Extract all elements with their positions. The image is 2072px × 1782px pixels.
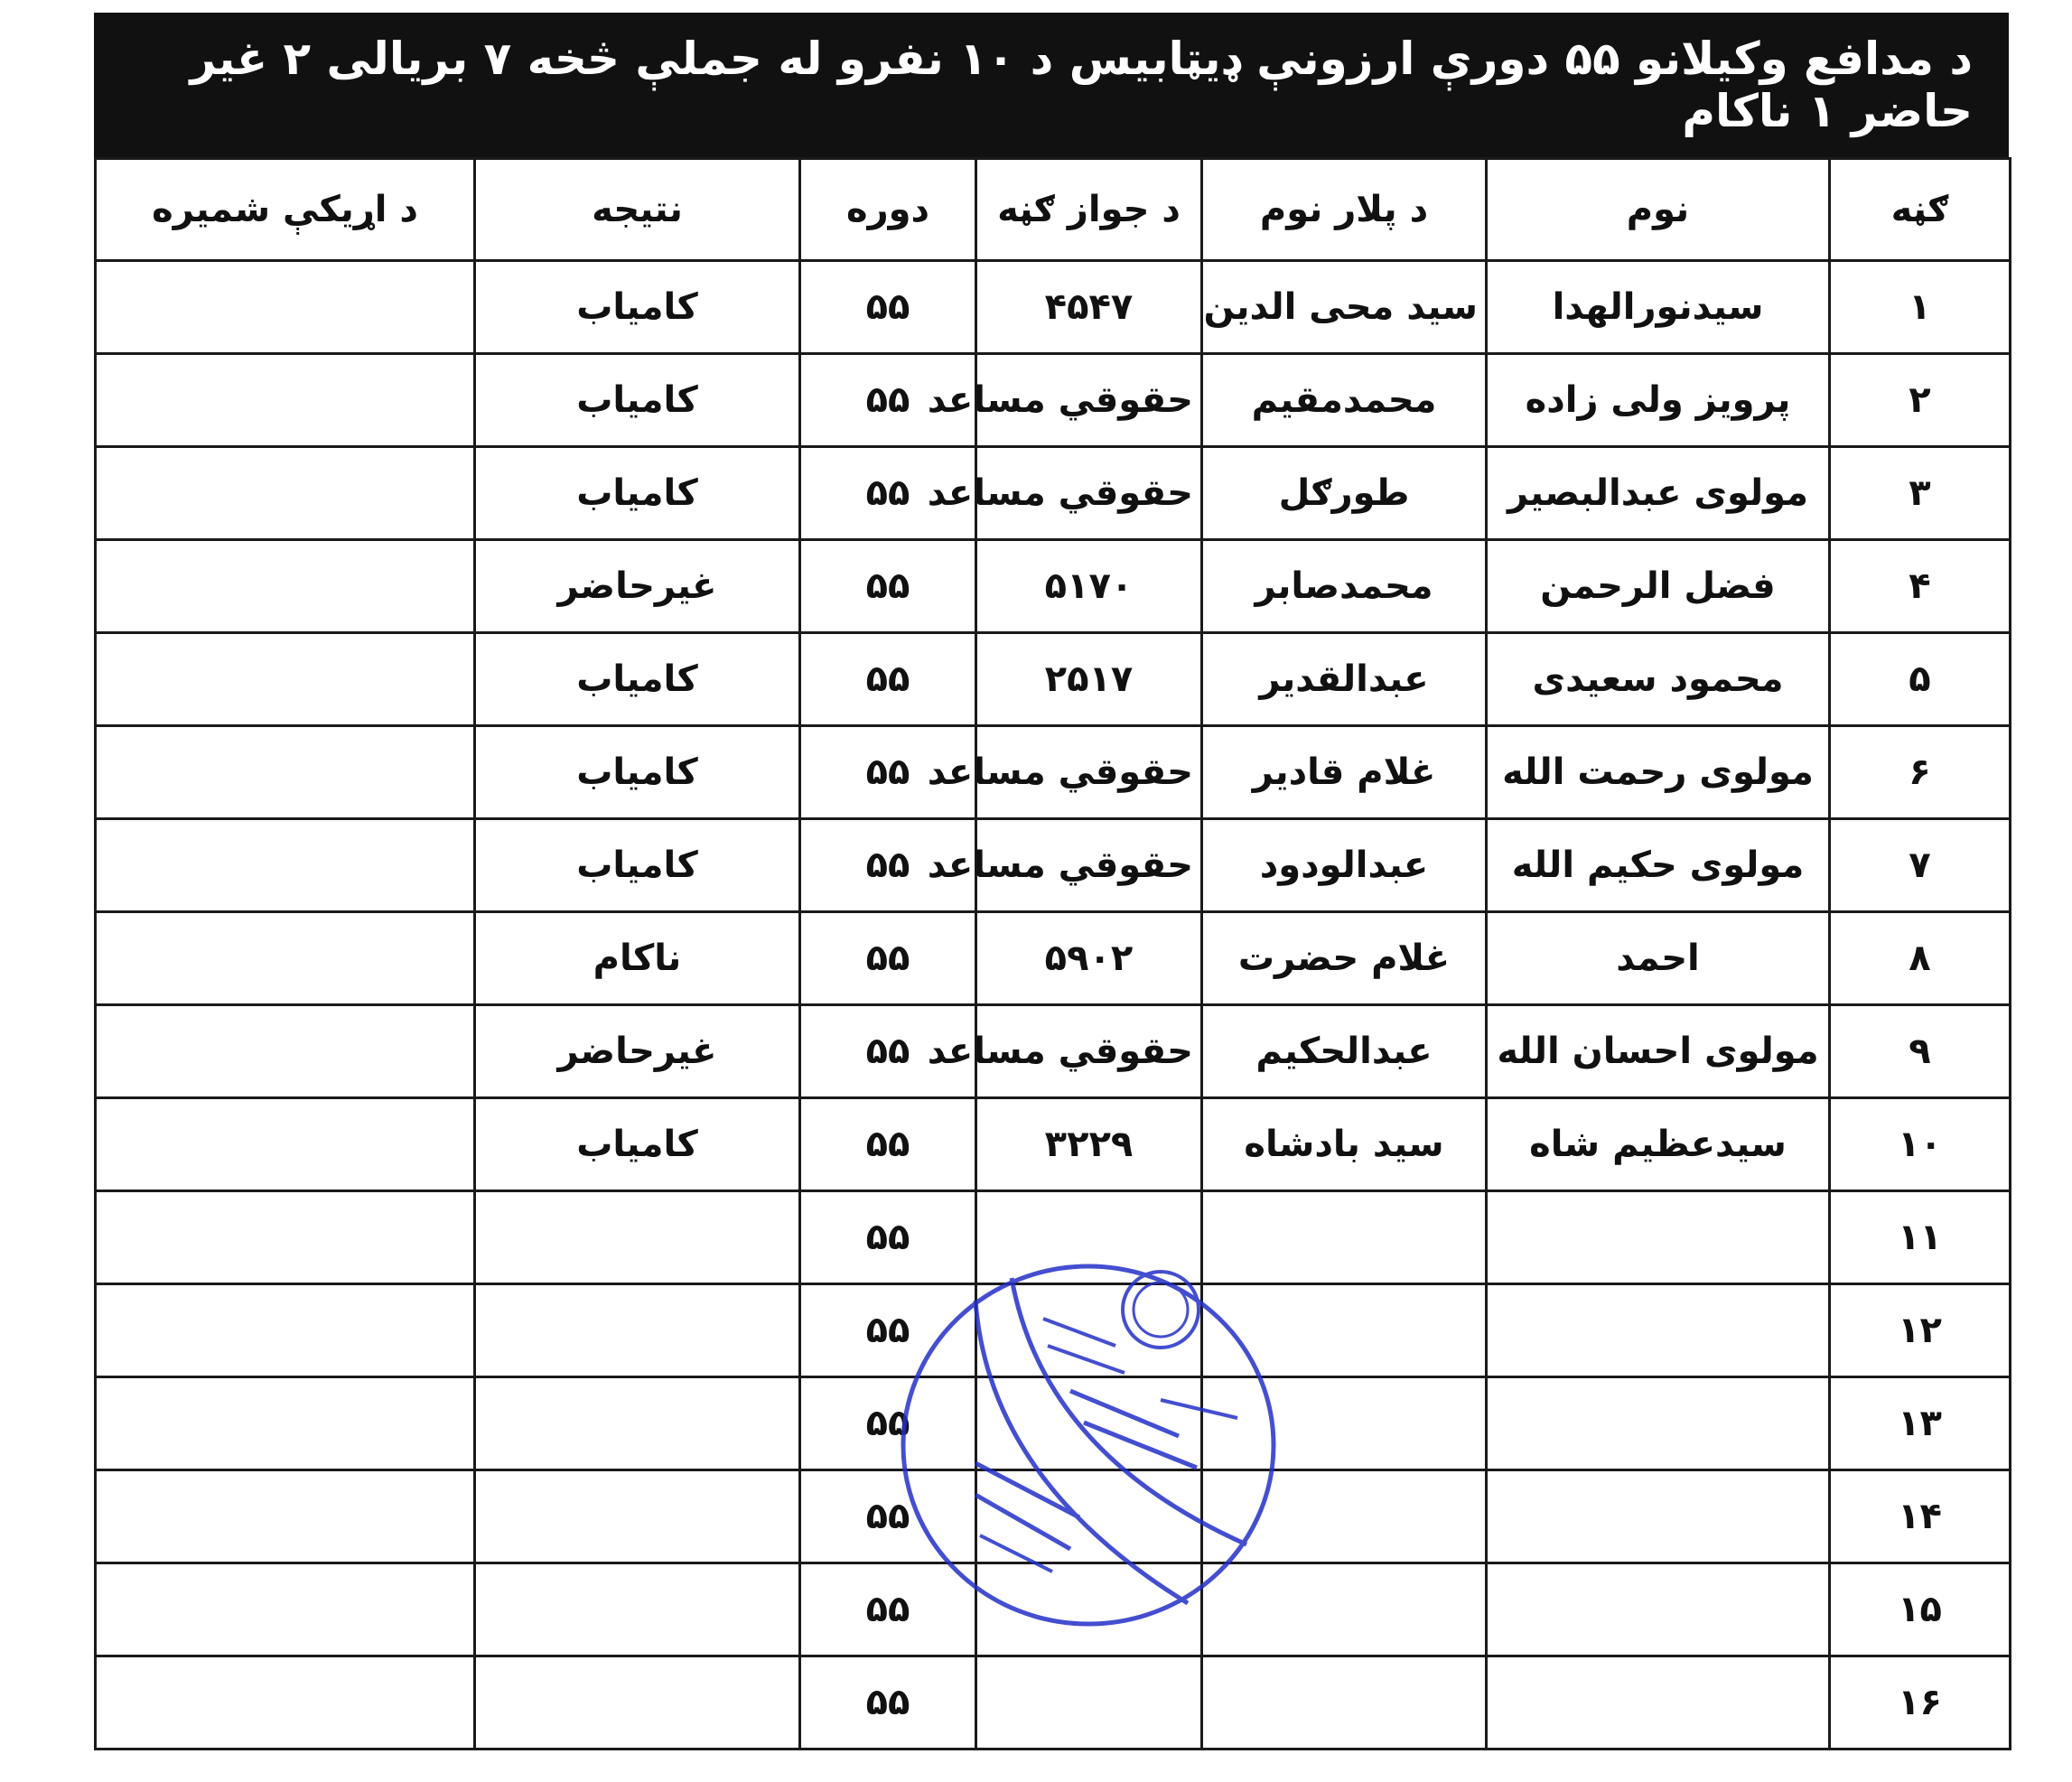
header-name: نوم	[1487, 159, 1830, 261]
license-number-cell	[976, 1470, 1202, 1563]
license-number-cell: حقوقي مساعد	[976, 354, 1202, 447]
name-cell: احمد	[1487, 912, 1830, 1005]
row-number-cell: ۹	[1830, 1005, 2011, 1098]
contact-number-cell	[96, 540, 475, 633]
result-cell	[475, 1284, 800, 1377]
row-number-cell: ۱۴	[1830, 1470, 2011, 1563]
document-title-bar	[94, 13, 2009, 157]
row-number-cell: ۱۵	[1830, 1563, 2011, 1656]
table-row	[96, 540, 2011, 633]
contact-number-cell	[96, 1377, 475, 1470]
table-row	[96, 261, 2011, 354]
result-cell	[475, 1563, 800, 1656]
period-cell: ۵۵	[800, 1563, 976, 1656]
result-cell: غیرحاضر	[475, 1005, 800, 1098]
result-cell: کامیاب	[475, 447, 800, 540]
row-number-cell: ۴	[1830, 540, 2011, 633]
result-cell	[475, 1191, 800, 1284]
table-header-row	[96, 159, 2011, 261]
name-cell: محمود سعیدی	[1487, 633, 1830, 726]
contact-number-cell	[96, 261, 475, 354]
period-cell: ۵۵	[800, 1377, 976, 1470]
contact-number-cell	[96, 447, 475, 540]
row-number-cell: ۳	[1830, 447, 2011, 540]
name-cell: مولوی رحمت الله	[1487, 726, 1830, 819]
father-name-cell	[1202, 1563, 1487, 1656]
father-name-cell	[1202, 1470, 1487, 1563]
row-number-cell: ۱۱	[1830, 1191, 2011, 1284]
father-name-cell	[1202, 1377, 1487, 1470]
father-name-cell: محمدصابر	[1202, 540, 1487, 633]
license-number-cell	[976, 1191, 1202, 1284]
table-row	[96, 819, 2011, 912]
name-cell: مولوی احسان الله	[1487, 1005, 1830, 1098]
father-name-cell	[1202, 1656, 1487, 1749]
period-cell: ۵۵	[800, 354, 976, 447]
row-number-cell: ۱۶	[1830, 1656, 2011, 1749]
license-number-cell: حقوقي مساعد	[976, 819, 1202, 912]
period-cell: ۵۵	[800, 819, 976, 912]
header-period: دوره	[800, 159, 976, 261]
name-cell: سیدنورالهدا	[1487, 261, 1830, 354]
contact-number-cell	[96, 1098, 475, 1191]
license-number-cell	[976, 1563, 1202, 1656]
row-number-cell: ۱۰	[1830, 1098, 2011, 1191]
row-number-cell: ۶	[1830, 726, 2011, 819]
row-number-cell: ۵	[1830, 633, 2011, 726]
result-cell: کامیاب	[475, 726, 800, 819]
father-name-cell: عبدالحکیم	[1202, 1005, 1487, 1098]
result-cell: کامیاب	[475, 1098, 800, 1191]
father-name-cell	[1202, 1284, 1487, 1377]
license-number-cell: ۵۱۷۰	[976, 540, 1202, 633]
license-number-cell: ۲۵۱۷	[976, 633, 1202, 726]
license-number-cell	[976, 1284, 1202, 1377]
father-name-cell: غلام قادیر	[1202, 726, 1487, 819]
contact-number-cell	[96, 726, 475, 819]
period-cell: ۵۵	[800, 1005, 976, 1098]
contact-number-cell	[96, 1284, 475, 1377]
table-row	[96, 726, 2011, 819]
result-cell	[475, 1470, 800, 1563]
period-cell: ۵۵	[800, 1470, 976, 1563]
result-cell	[475, 1377, 800, 1470]
contact-number-cell	[96, 633, 475, 726]
license-number-cell: ۵۹۰۲	[976, 912, 1202, 1005]
contact-number-cell	[96, 1563, 475, 1656]
name-cell: سیدعظیم شاه	[1487, 1098, 1830, 1191]
row-number-cell: ۸	[1830, 912, 2011, 1005]
table-row	[96, 354, 2011, 447]
name-cell	[1487, 1191, 1830, 1284]
period-cell: ۵۵	[800, 633, 976, 726]
period-cell: ۵۵	[800, 726, 976, 819]
results-table	[94, 157, 2011, 1750]
father-name-cell: عبدالقدیر	[1202, 633, 1487, 726]
table-body	[96, 261, 2011, 1749]
period-cell: ۵۵	[800, 1191, 976, 1284]
name-cell: مولوی حکیم الله	[1487, 819, 1830, 912]
contact-number-cell	[96, 1470, 475, 1563]
row-number-cell: ۱	[1830, 261, 2011, 354]
table-row	[96, 1284, 2011, 1377]
result-cell: کامیاب	[475, 261, 800, 354]
row-number-cell: ۷	[1830, 819, 2011, 912]
table-row	[96, 1191, 2011, 1284]
license-number-cell	[976, 1656, 1202, 1749]
contact-number-cell	[96, 354, 475, 447]
header-license-number: د جواز ګڼه	[976, 159, 1202, 261]
period-cell: ۵۵	[800, 912, 976, 1005]
period-cell: ۵۵	[800, 1656, 976, 1749]
table-row	[96, 1098, 2011, 1191]
license-number-cell	[976, 1377, 1202, 1470]
contact-number-cell	[96, 819, 475, 912]
result-cell: ناکام	[475, 912, 800, 1005]
result-cell	[475, 1656, 800, 1749]
period-cell: ۵۵	[800, 1098, 976, 1191]
document-title: د مدافع وکیلانو ۵۵ دورې ارزونې ډیټابیس د ۱۰ نفرو له جملې څخه ۷ بریالی ۲ غیر حاضر ۱ ناکام	[190, 33, 1973, 137]
contact-number-cell	[96, 1191, 475, 1284]
father-name-cell: عبدالودود	[1202, 819, 1487, 912]
period-cell: ۵۵	[800, 447, 976, 540]
result-cell: کامیاب	[475, 354, 800, 447]
table-row	[96, 447, 2011, 540]
table-row	[96, 1005, 2011, 1098]
contact-number-cell	[96, 1005, 475, 1098]
father-name-cell: سید محی الدین	[1202, 261, 1487, 354]
period-cell: ۵۵	[800, 261, 976, 354]
row-number-cell: ۱۲	[1830, 1284, 2011, 1377]
header-contact-number: د اړیکې شمیره	[96, 159, 475, 261]
row-number-cell: ۱۳	[1830, 1377, 2011, 1470]
result-cell: کامیاب	[475, 819, 800, 912]
row-number-cell: ۲	[1830, 354, 2011, 447]
name-cell	[1487, 1470, 1830, 1563]
period-cell: ۵۵	[800, 540, 976, 633]
header-result: نتیجه	[475, 159, 800, 261]
table-row	[96, 633, 2011, 726]
name-cell: مولوی عبدالبصیر	[1487, 447, 1830, 540]
father-name-cell: محمدمقیم	[1202, 354, 1487, 447]
table-row	[96, 1563, 2011, 1656]
father-name-cell	[1202, 1191, 1487, 1284]
name-cell: پرویز ولی زاده	[1487, 354, 1830, 447]
period-cell: ۵۵	[800, 1284, 976, 1377]
name-cell	[1487, 1563, 1830, 1656]
license-number-cell: ۳۲۲۹	[976, 1098, 1202, 1191]
result-cell: کامیاب	[475, 633, 800, 726]
name-cell	[1487, 1377, 1830, 1470]
name-cell	[1487, 1656, 1830, 1749]
result-cell: غیرحاضر	[475, 540, 800, 633]
table-row	[96, 1377, 2011, 1470]
header-father-name: د پلار نوم	[1202, 159, 1487, 261]
name-cell	[1487, 1284, 1830, 1377]
license-number-cell: حقوقي مساعد	[976, 726, 1202, 819]
father-name-cell: طورګل	[1202, 447, 1487, 540]
table-row	[96, 1656, 2011, 1749]
license-number-cell: حقوقي مساعد	[976, 1005, 1202, 1098]
contact-number-cell	[96, 1656, 475, 1749]
license-number-cell: حقوقي مساعد	[976, 447, 1202, 540]
father-name-cell: سید بادشاه	[1202, 1098, 1487, 1191]
contact-number-cell	[96, 912, 475, 1005]
table-row	[96, 1470, 2011, 1563]
father-name-cell: غلام حضرت	[1202, 912, 1487, 1005]
license-number-cell: ۴۵۴۷	[976, 261, 1202, 354]
table-row	[96, 912, 2011, 1005]
header-num: ګڼه	[1830, 159, 2011, 261]
name-cell: فضل الرحمن	[1487, 540, 1830, 633]
